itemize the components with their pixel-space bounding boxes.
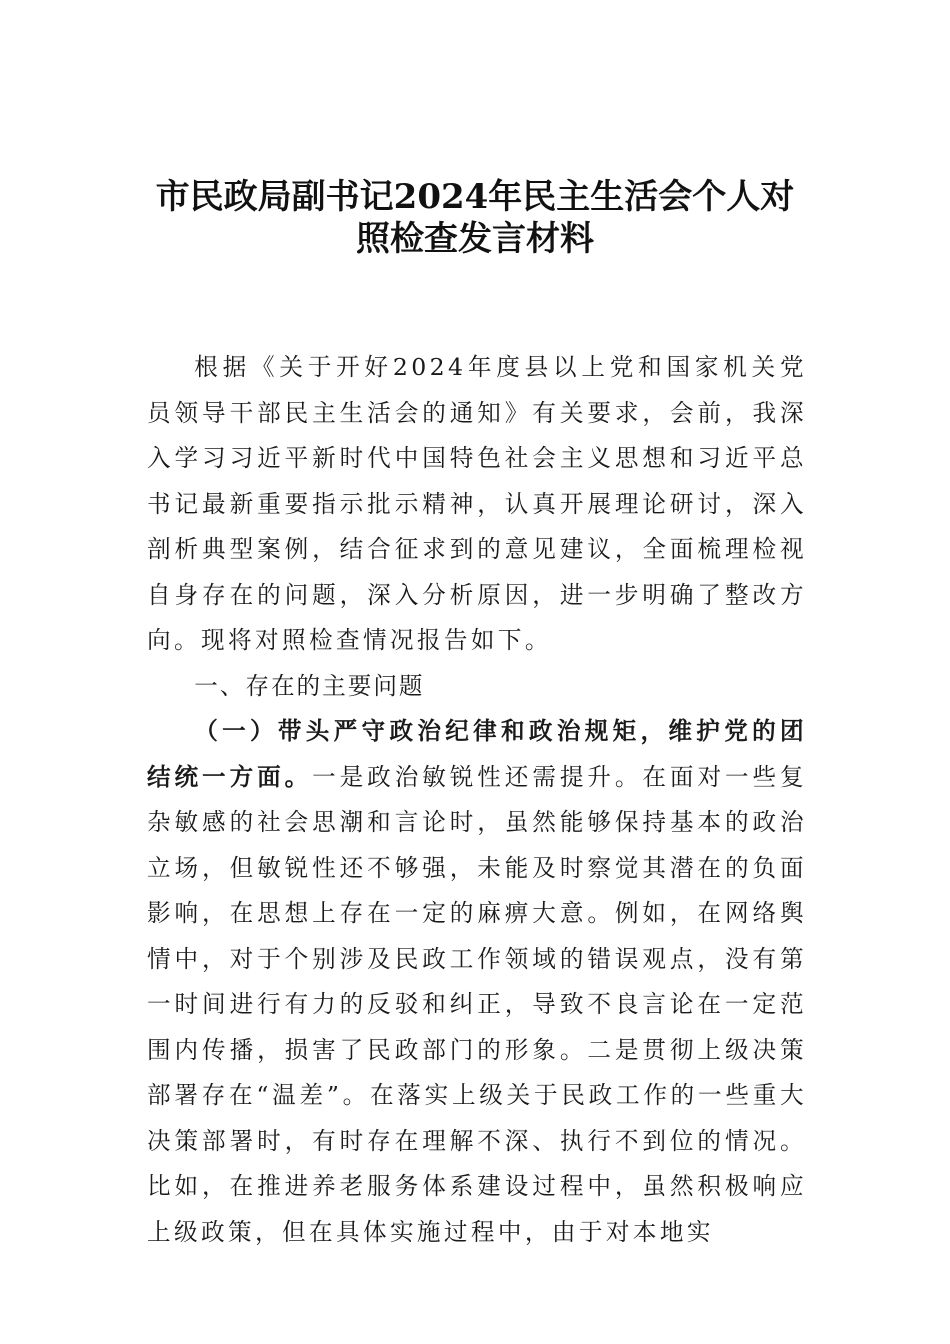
subsection-heading: （一）带头严守政治纪律和政治规矩，维护党的团结统一方面。	[147, 717, 807, 791]
document-title-line-1: 市民政局副书记2024年民主生活会个人对	[155, 177, 795, 217]
subsection-body: 一是政治敏锐性还需提升。在面对一些复杂敏感的社会思潮和言论时，虽然能够保持基本的政治立场，但敏锐性还不够强，未能及时察觉其潜在的负面影响，在思想上存在一定的麻痹大意。例如，在网络舆情中，对于个别涉及民政工作领域的错误观点，没有第一时间进行有力的反驳和纠正，导致不良言论在一定范围内传播，损害了民政部门的形象。二是贯彻上级决策部署存在“温差”。在落实上级关于民政工作的一些重大决策部署时，有时存在理解不深、执行不到位的情况。比如，在推进养老服务体系建设过程中，虽然积极响应上级政策，但在具体实施过程中，由于对本地实	[147, 762, 807, 1246]
document-title-line-2: 照检查发言材料	[356, 219, 594, 259]
intro-paragraph: 根据《关于开好2024年度县以上党和国家机关党员领导干部民主生活会的通知》有关要求，会前，我深入学习习近平新时代中国特色社会主义思想和习近平总书记最新重要指示批示精神，认真开展理论研讨，深入剖析典型案例，结合征求到的意见建议，全面梳理检视自身存在的问题，深入分析原因，进一步明确了整改方向。现将对照检查情况报告如下。	[147, 353, 807, 654]
subsection-paragraph	[147, 709, 807, 1255]
document-body	[147, 345, 807, 1255]
section-heading: 一、存在的主要问题	[194, 671, 425, 700]
